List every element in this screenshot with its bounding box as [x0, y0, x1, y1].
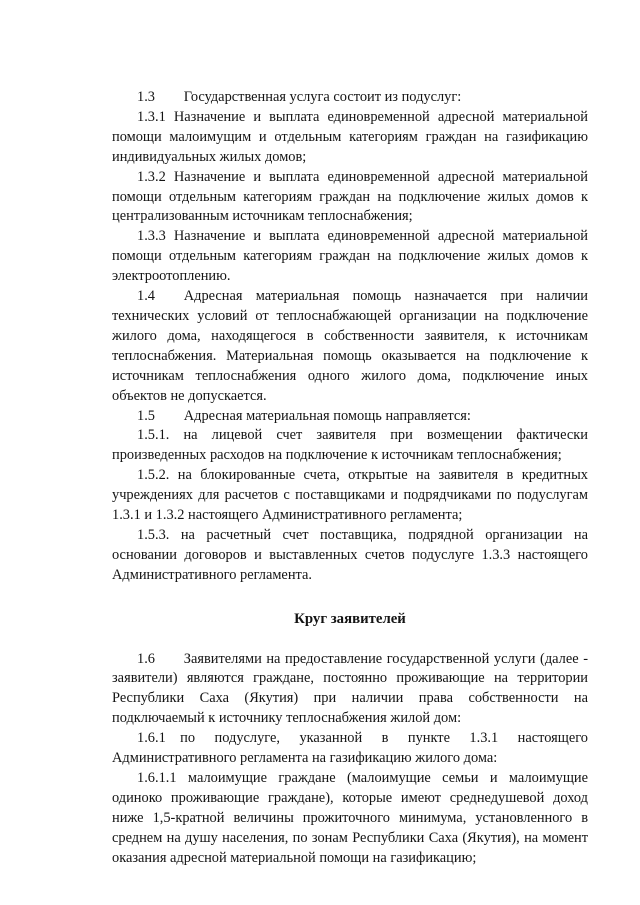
paragraph-1-6-1: 1.6.1 по подуслуге, указанной в пункте 1.3.1 настоящего Административного регламента на газификацию жилого дома: — [112, 730, 588, 767]
paragraph-1-4: 1.4 Адресная материальная помощь назначается при наличии технических условий от теплоснабжающей организации на подключение жилого дома, находящегося в собственности заявителя, к источникам теплоснабжения. Материальная помощь оказывается на подключение к источникам теплоснабжения одного жилого дома, подключение иных объектов не допускается. — [112, 288, 588, 404]
paragraph-1-3: 1.3 Государственная услуга состоит из подуслуг: — [137, 89, 462, 105]
paragraph-1-5-2: 1.5.2. на блокированные счета, открытые на заявителя в кредитных учреждениях для расчетов с поставщиками и подрядчиками по подуслугам 1.3.1 и 1.3.2 настоящего Административного регламента; — [112, 467, 588, 524]
paragraph-1-6: 1.6 Заявителями на предоставление государственной услуги (далее - заявители) являются граждане, постоянно проживающие на территории Республики Саха (Якутия) при наличии права собственности на подключаемый к источнику теплоснабжения жилой дом: — [112, 650, 588, 727]
paragraph-1-5-1: 1.5.1. на лицевой счет заявителя при возмещении фактически произведенных расходов на подключение к источникам теплоснабжения; — [112, 427, 588, 464]
paragraph-1-5-3: 1.5.3. на расчетный счет поставщика, подрядной организации на основании договоров и выставленных счетов подуслуге 1.3.3 настоящего Административного регламента. — [112, 526, 588, 583]
paragraph-1-3-1: 1.3.1 Назначение и выплата единовременной адресной материальной помощи малоимущим и отдельным категориям граждан на газификацию индивидуальных жилых домов; — [112, 108, 588, 165]
paragraph-1-3-2: 1.3.2 Назначение и выплата единовременной адресной материальной помощи отдельным категориям граждан на подключение жилых домов к централизованным источникам теплоснабжения; — [112, 168, 588, 225]
section-heading: Круг заявителей — [294, 610, 406, 627]
paragraph-1-6-1-1: 1.6.1.1 малоимущие граждане (малоимущие семьи и малоимущие одиноко проживающие граждане), которые имеют среднедушевой доход ниже 1,5-кратной величины прожиточного минимума, установленного в среднем на душу населения, по зонам Республики Саха (Якутия), на момент оказания адресной материальной помощи на газификацию; — [112, 770, 588, 866]
paragraph-1-3-3: 1.3.3 Назначение и выплата единовременной адресной материальной помощи отдельным категориям граждан на подключение жилых домов к электроотоплению. — [112, 228, 588, 285]
paragraph-1-5: 1.5 Адресная материальная помощь направляется: — [137, 407, 471, 424]
document-page — [112, 88, 588, 869]
